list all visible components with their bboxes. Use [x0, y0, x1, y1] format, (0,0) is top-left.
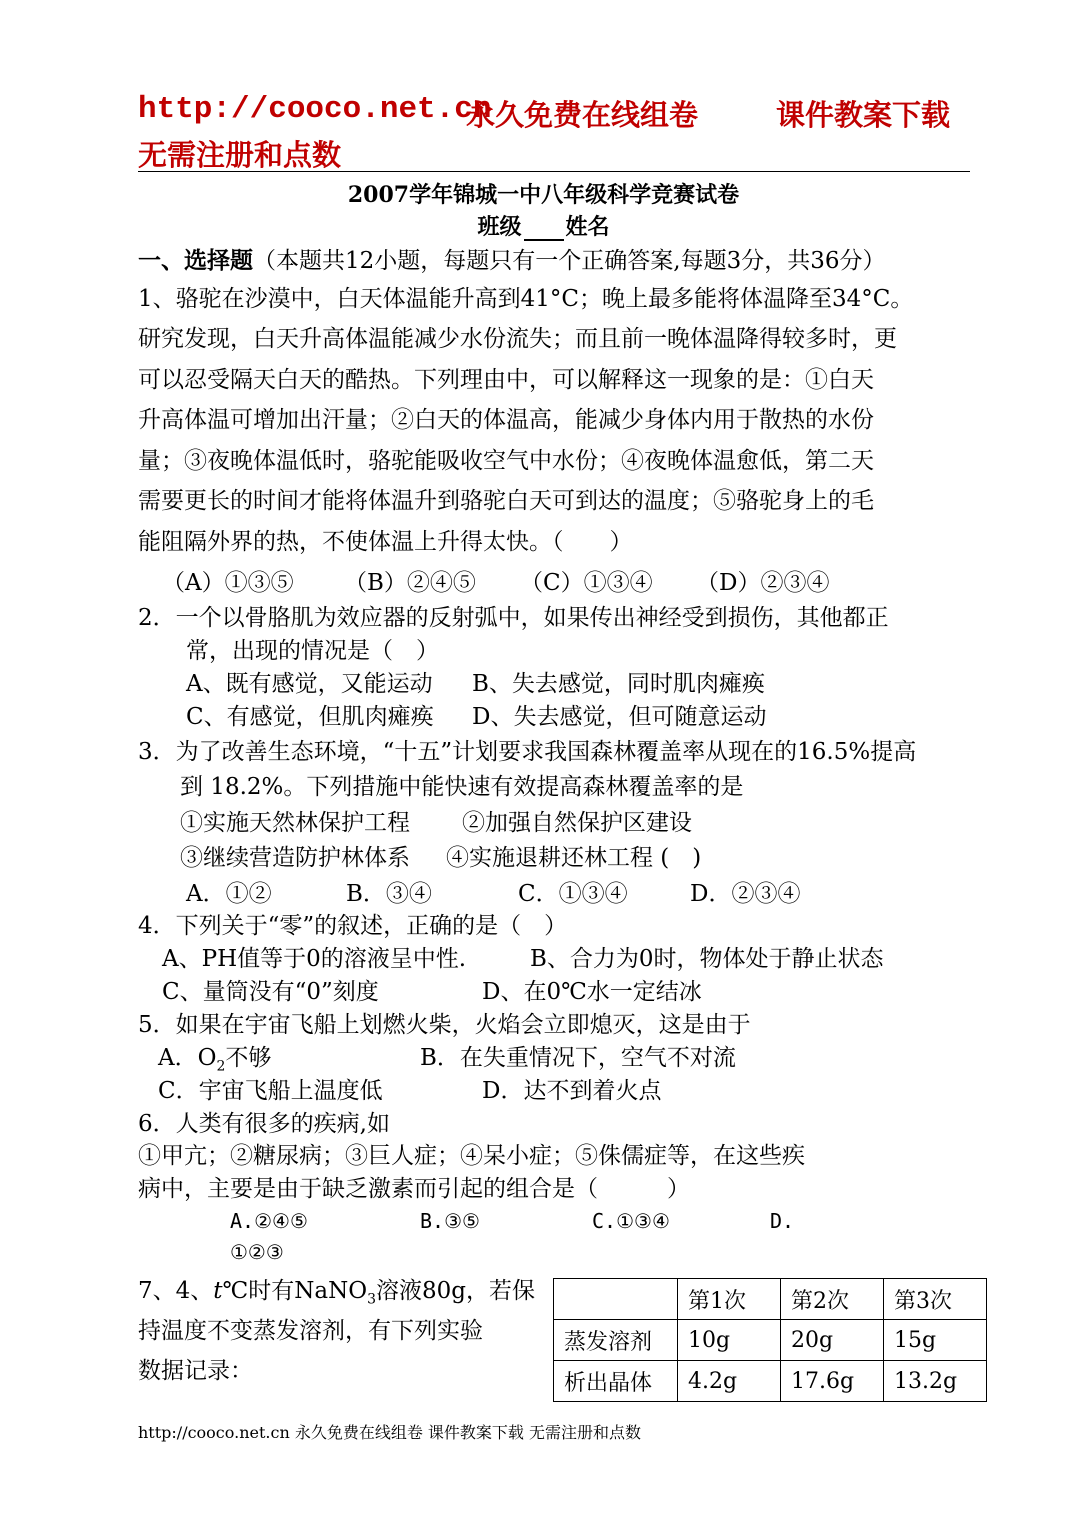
q1-option-d: （D）②③④ [696, 570, 830, 596]
q2-option-a: A、既有感觉，又能运动 [186, 671, 433, 697]
q2-stem-1: 2．一个以骨胳肌为效应器的反射弧中，如果传出神经受到损伤，其他都正 [138, 605, 889, 631]
q3-measure-2: ②加强自然保护区建设 [462, 810, 692, 836]
name-label: 姓名 [565, 215, 610, 240]
q4-option-a: A、PH值等于0的溶液呈中性. [162, 946, 467, 972]
q3-option-d: D．②③④ [690, 881, 801, 907]
table-cell: 第3次 [884, 1279, 987, 1320]
q4-option-b: B、合力为0时，物体处于静止状态 [530, 946, 884, 972]
header-url[interactable]: http://cooco.net.cn [138, 92, 492, 127]
q3-stem-1: 3．为了改善生态环境，“十五”计划要求我国森林覆盖率从现在的16.5%提高 [138, 739, 917, 765]
table-cell: 10g [678, 1320, 781, 1361]
section-note: （本题共12小题，每题只有一个正确答案,每题3分，共36分） [253, 248, 886, 274]
q7-data-table [553, 1278, 987, 1402]
q2-option-b: B、失去感觉，同时肌肉瘫痪 [472, 671, 765, 697]
q1-line-4: 升高体温可增加出汗量；②白天的体温高，能减少身体内用于散热的水份 [138, 407, 874, 433]
q1-line-2: 研究发现，白天升高体温能减少水份流失；而且前一晚体温降得较多时，更 [138, 326, 897, 352]
section-title: 一、选择题 [138, 248, 253, 274]
q2-option-c: C、有感觉，但肌肉瘫痪 [186, 704, 434, 730]
table-cell: 13.2g [884, 1361, 987, 1402]
q6-stem-3: 病中，主要是由于缺乏激素而引起的组合是（ ） [138, 1176, 690, 1202]
q2-option-d: D、失去感觉，但可随意运动 [472, 704, 767, 730]
q6-stem-2: ①甲亢；②糖尿病；③巨人症；④呆小症；⑤侏儒症等，在这些疾 [138, 1143, 805, 1169]
section-heading [138, 250, 885, 273]
header-slogan-3: 无需注册和点数 [138, 138, 342, 172]
q1-line-3: 可以忍受隔天白天的酷热。下列理由中，可以解释这一现象的是：①白天 [138, 367, 874, 393]
q6-stem-1: 6．人类有很多的疾病,如 [138, 1111, 390, 1137]
table-cell: 析出晶体 [554, 1361, 678, 1402]
q7-line-3: 数据记录： [138, 1358, 253, 1384]
header-slogan-2: 课件教案下载 [776, 98, 951, 132]
q1-line-1: 1、骆驼在沙漠中，白天体温能升高到41°C；晚上最多能将体温降至34°C。 [138, 286, 914, 312]
q7-line-1: 7、4、t℃时有NaNO$_3$溶液80g，若保 [138, 1278, 536, 1308]
q1-line-5: 量；③夜晚体温低时，骆驼能吸收空气中水份；④夜晚体温愈低，第二天 [138, 448, 874, 474]
q3-measure-4: ④实施退耕还林工程 ( ) [446, 845, 702, 871]
class-blank [524, 217, 564, 241]
q6-option-d: ①②③ [230, 1240, 284, 1264]
q1-line-6: 需要更长的时间才能将体温升到骆驼白天可到达的温度；⑤骆驼身上的毛 [138, 488, 874, 514]
q4-option-d: D、在0℃水一定结冰 [482, 979, 702, 1005]
page-footer: http://cooco.net.cn 永久免费在线组卷 课件教案下载 无需注册和点数 [138, 1423, 642, 1442]
q2-stem-2: 常，出现的情况是（ ） [186, 638, 439, 664]
table-cell [554, 1279, 678, 1320]
q1-option-a: （A）①③⑤ [162, 570, 294, 596]
table-cell: 蒸发溶剂 [554, 1320, 678, 1361]
table-cell: 20g [781, 1320, 884, 1361]
q6-option-c: C.①③④ [592, 1209, 670, 1233]
table-header-row [554, 1279, 987, 1320]
q4-option-c: C、量筒没有“0”刻度 [162, 979, 379, 1005]
q1-option-b: （B）②④⑤ [344, 570, 476, 596]
table-row [554, 1320, 987, 1361]
q3-measure-1: ①实施天然林保护工程 [180, 810, 410, 836]
page-title: 2007学年锦城一中八年级科学竞赛试卷 [347, 182, 740, 208]
table-cell: 15g [884, 1320, 987, 1361]
q3-measure-3: ③继续营造防护林体系 [180, 845, 410, 871]
header-slogan-1: 永久免费在线组卷 [466, 98, 699, 132]
q1-option-c: （C）①③④ [520, 570, 653, 596]
table-cell: 第2次 [781, 1279, 884, 1320]
q6-option-a: A.②④⑤ [230, 1209, 308, 1233]
q3-option-a: A．①② [186, 881, 272, 907]
q6-option-d-label: D. [770, 1209, 795, 1233]
class-label: 班级 [477, 215, 522, 240]
q7-line-2: 持温度不变蒸发溶剂，有下列实验 [138, 1318, 483, 1344]
q3-stem-2: 到 18.2%。下列措施中能快速有效提高森林覆盖率的是 [180, 774, 744, 800]
q3-option-b: B．③④ [346, 881, 432, 907]
q5-option-b: B．在失重情况下，空气不对流 [420, 1045, 736, 1071]
q4-stem: 4．下列关于“零”的叙述，正确的是（ ） [138, 913, 568, 939]
q5-option-d: D．达不到着火点 [482, 1078, 662, 1104]
q3-option-c: C．①③④ [518, 881, 628, 907]
q6-option-b: B.③⑤ [420, 1209, 480, 1233]
q5-option-a: A．$O_2$不够 [158, 1045, 272, 1075]
q5-option-c: C．宇宙飞船上温度低 [158, 1078, 383, 1104]
header-divider [138, 171, 970, 172]
q5-stem: 5．如果在宇宙飞船上划燃火柴，火焰会立即熄灭，这是由于 [138, 1012, 751, 1038]
class-name-line [0, 210, 1087, 241]
q1-line-7: 能阻隔外界的热，不使体温上升得太快。（ ） [138, 529, 633, 555]
table-cell: 17.6g [781, 1361, 884, 1402]
table-row [554, 1361, 987, 1402]
table-cell: 第1次 [678, 1279, 781, 1320]
table-cell: 4.2g [678, 1361, 781, 1402]
